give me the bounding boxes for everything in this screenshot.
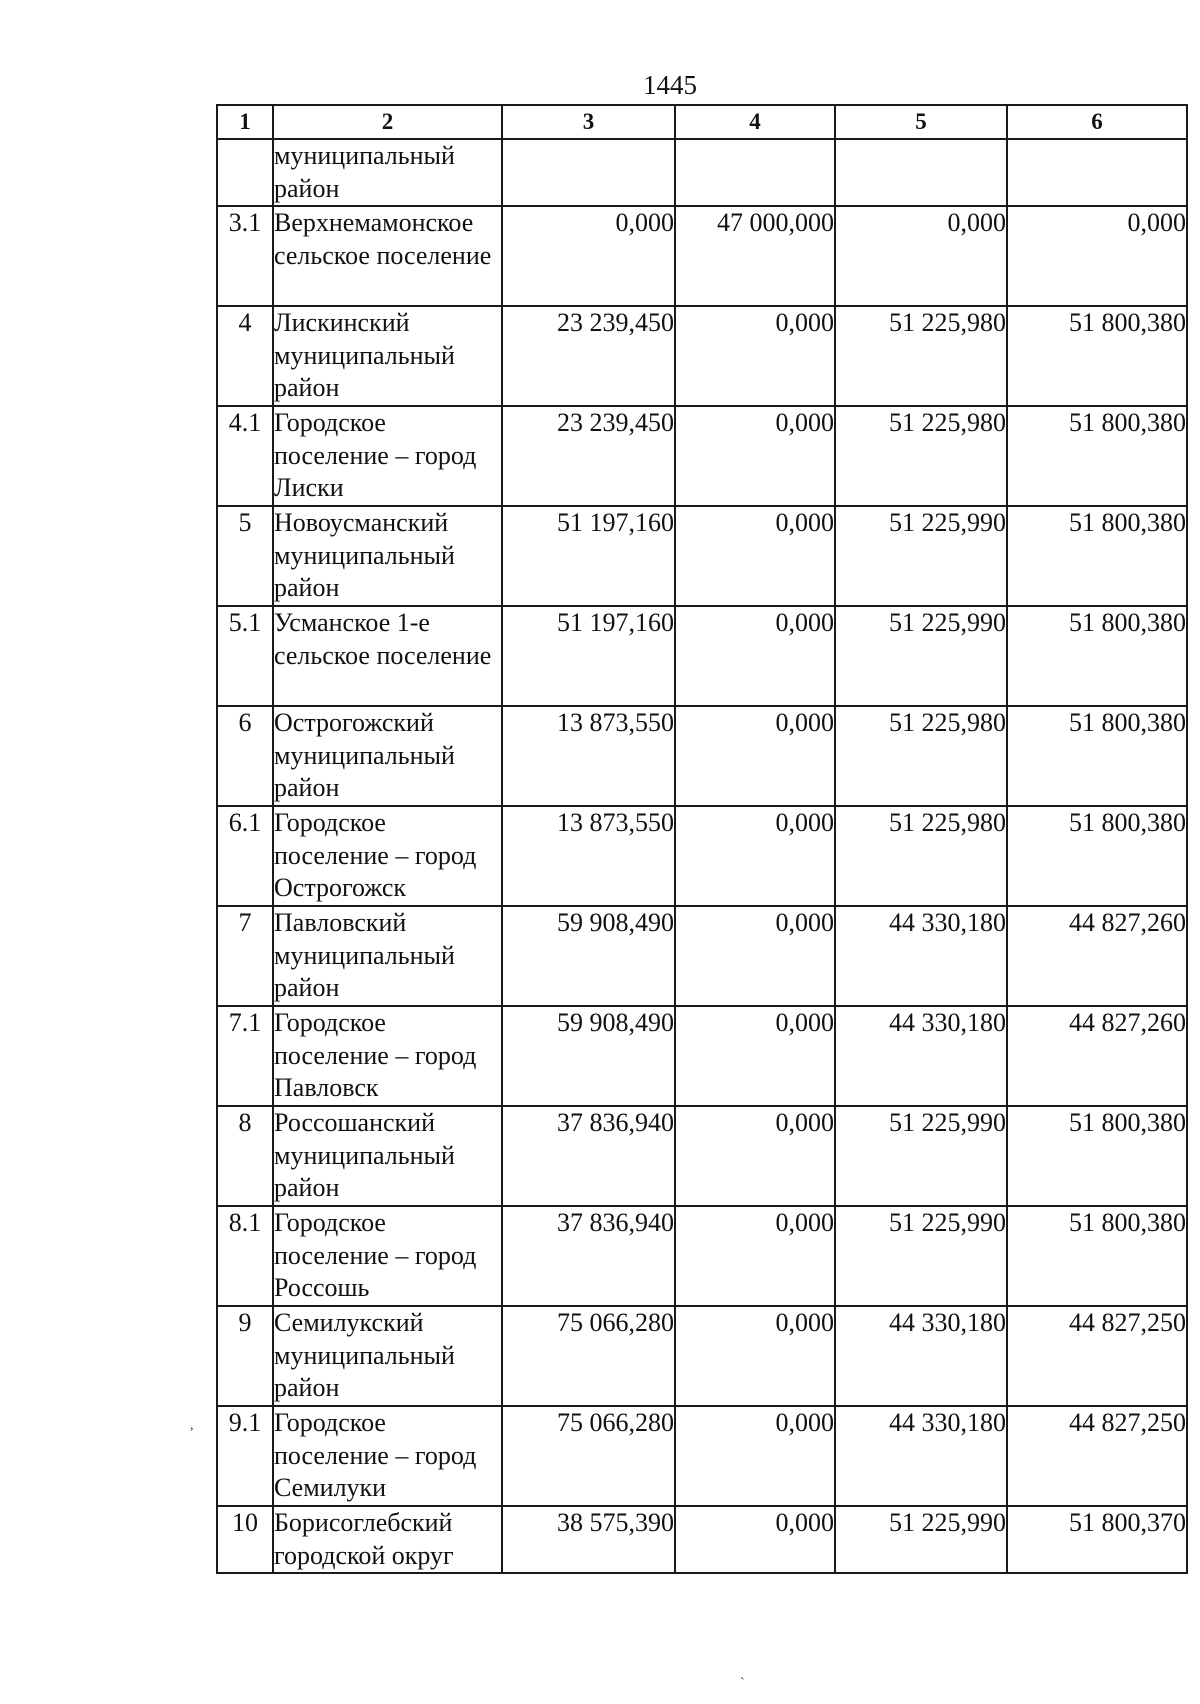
- row-name: Городское поселение – город Россошь: [273, 1206, 502, 1306]
- row-value-col-4: 0,000: [675, 406, 835, 506]
- row-name: Городское поселение – город Семилуки: [273, 1406, 502, 1506]
- row-value-col-6: 51 800,380: [1007, 406, 1187, 506]
- row-value-col-3: 13 873,550: [502, 806, 675, 906]
- table-body: [217, 139, 1187, 1573]
- table-row: [217, 906, 1187, 1006]
- row-value-col-6: [1007, 139, 1187, 206]
- row-name: Верхнемамонское сельское поселение: [273, 206, 502, 306]
- row-value-col-6: 44 827,250: [1007, 1306, 1187, 1406]
- row-value-col-5: 51 225,980: [835, 406, 1007, 506]
- scan-artifact: ,: [190, 1418, 194, 1433]
- row-value-col-5: 51 225,990: [835, 1506, 1007, 1573]
- row-value-col-3: 59 908,490: [502, 906, 675, 1006]
- row-value-col-3: 51 197,160: [502, 606, 675, 706]
- row-number: 7: [217, 906, 273, 1006]
- row-value-col-6: 51 800,380: [1007, 1206, 1187, 1306]
- header-col-5: 5: [835, 105, 1007, 139]
- row-value-col-4: 0,000: [675, 306, 835, 406]
- row-value-col-6: 51 800,370: [1007, 1506, 1187, 1573]
- table-row: [217, 406, 1187, 506]
- row-value-col-3: 75 066,280: [502, 1406, 675, 1506]
- row-value-col-6: 51 800,380: [1007, 506, 1187, 606]
- table-row: [217, 1106, 1187, 1206]
- row-value-col-4: 0,000: [675, 506, 835, 606]
- row-value-col-4: [675, 139, 835, 206]
- header-col-1: 1: [217, 105, 273, 139]
- row-name: Усманское 1-е сельское поселение: [273, 606, 502, 706]
- page-number: 1445: [643, 70, 697, 100]
- row-number: 7.1: [217, 1006, 273, 1106]
- row-number: 6: [217, 706, 273, 806]
- row-name: Борисоглебский городской округ: [273, 1506, 502, 1573]
- row-value-col-4: 0,000: [675, 806, 835, 906]
- table-row: [217, 206, 1187, 306]
- row-value-col-3: 38 575,390: [502, 1506, 675, 1573]
- row-name: Острогожский муниципальный район: [273, 706, 502, 806]
- row-value-col-5: [835, 139, 1007, 206]
- row-value-col-5: 51 225,980: [835, 806, 1007, 906]
- table-row: [217, 606, 1187, 706]
- row-number: 10: [217, 1506, 273, 1573]
- row-value-col-3: 51 197,160: [502, 506, 675, 606]
- row-name: Лискинский муниципальный район: [273, 306, 502, 406]
- row-name: муниципальный район: [273, 139, 502, 206]
- data-table: [216, 104, 1188, 1574]
- row-value-col-4: 0,000: [675, 1206, 835, 1306]
- header-col-6: 6: [1007, 105, 1187, 139]
- table-row: [217, 1306, 1187, 1406]
- row-value-col-6: 44 827,250: [1007, 1406, 1187, 1506]
- header-col-2: 2: [273, 105, 502, 139]
- row-value-col-4: 47 000,000: [675, 206, 835, 306]
- row-value-col-3: 37 836,940: [502, 1206, 675, 1306]
- row-value-col-4: 0,000: [675, 1406, 835, 1506]
- row-number: 4.1: [217, 406, 273, 506]
- row-value-col-6: 51 800,380: [1007, 306, 1187, 406]
- header-col-4: 4: [675, 105, 835, 139]
- table-row: [217, 1006, 1187, 1106]
- table-row: [217, 806, 1187, 906]
- row-value-col-6: 51 800,380: [1007, 606, 1187, 706]
- row-value-col-4: 0,000: [675, 1106, 835, 1206]
- row-value-col-4: 0,000: [675, 1506, 835, 1573]
- row-value-col-4: 0,000: [675, 1306, 835, 1406]
- row-value-col-4: 0,000: [675, 1006, 835, 1106]
- table-row: [217, 1406, 1187, 1506]
- row-name: Новоусманский муниципальный район: [273, 506, 502, 606]
- row-number: 3.1: [217, 206, 273, 306]
- row-number: 8.1: [217, 1206, 273, 1306]
- row-name: Семилукский муниципальный район: [273, 1306, 502, 1406]
- row-number: 9: [217, 1306, 273, 1406]
- row-value-col-5: 44 330,180: [835, 1306, 1007, 1406]
- row-name: Городское поселение – город Лиски: [273, 406, 502, 506]
- row-number: 4: [217, 306, 273, 406]
- row-value-col-3: 23 239,450: [502, 406, 675, 506]
- table-row: [217, 1506, 1187, 1573]
- row-value-col-6: 51 800,380: [1007, 806, 1187, 906]
- row-value-col-5: 51 225,980: [835, 306, 1007, 406]
- row-value-col-4: 0,000: [675, 606, 835, 706]
- row-value-col-3: 0,000: [502, 206, 675, 306]
- row-number: 6.1: [217, 806, 273, 906]
- header-row: [217, 105, 1187, 139]
- row-value-col-5: 44 330,180: [835, 1406, 1007, 1506]
- row-value-col-4: 0,000: [675, 706, 835, 806]
- row-number: 5: [217, 506, 273, 606]
- row-name: Городское поселение – город Павловск: [273, 1006, 502, 1106]
- row-value-col-4: 0,000: [675, 906, 835, 1006]
- row-name: Россошанский муниципальный район: [273, 1106, 502, 1206]
- row-value-col-5: 51 225,990: [835, 506, 1007, 606]
- row-number: 5.1: [217, 606, 273, 706]
- row-value-col-6: 0,000: [1007, 206, 1187, 306]
- row-value-col-6: 51 800,380: [1007, 706, 1187, 806]
- row-number: 8: [217, 1106, 273, 1206]
- row-value-col-3: [502, 139, 675, 206]
- row-value-col-6: 44 827,260: [1007, 1006, 1187, 1106]
- row-number: [217, 139, 273, 206]
- row-number: 9.1: [217, 1406, 273, 1506]
- table-row: [217, 706, 1187, 806]
- row-value-col-6: 51 800,380: [1007, 1106, 1187, 1206]
- row-value-col-3: 23 239,450: [502, 306, 675, 406]
- row-value-col-5: 44 330,180: [835, 906, 1007, 1006]
- header-col-3: 3: [502, 105, 675, 139]
- row-value-col-5: 51 225,980: [835, 706, 1007, 806]
- row-value-col-5: 51 225,990: [835, 1106, 1007, 1206]
- scan-artifact: `: [740, 1676, 745, 1691]
- row-value-col-3: 13 873,550: [502, 706, 675, 806]
- row-value-col-5: 0,000: [835, 206, 1007, 306]
- table-row: [217, 306, 1187, 406]
- row-name: Павловский муниципальный район: [273, 906, 502, 1006]
- table-row: [217, 506, 1187, 606]
- row-value-col-3: 59 908,490: [502, 1006, 675, 1106]
- row-value-col-6: 44 827,260: [1007, 906, 1187, 1006]
- table-row: [217, 1206, 1187, 1306]
- table-row: [217, 139, 1187, 206]
- row-name: Городское поселение – город Острогожск: [273, 806, 502, 906]
- row-value-col-3: 37 836,940: [502, 1106, 675, 1206]
- row-value-col-3: 75 066,280: [502, 1306, 675, 1406]
- row-value-col-5: 44 330,180: [835, 1006, 1007, 1106]
- row-value-col-5: 51 225,990: [835, 606, 1007, 706]
- table-header: [217, 105, 1187, 139]
- row-value-col-5: 51 225,990: [835, 1206, 1007, 1306]
